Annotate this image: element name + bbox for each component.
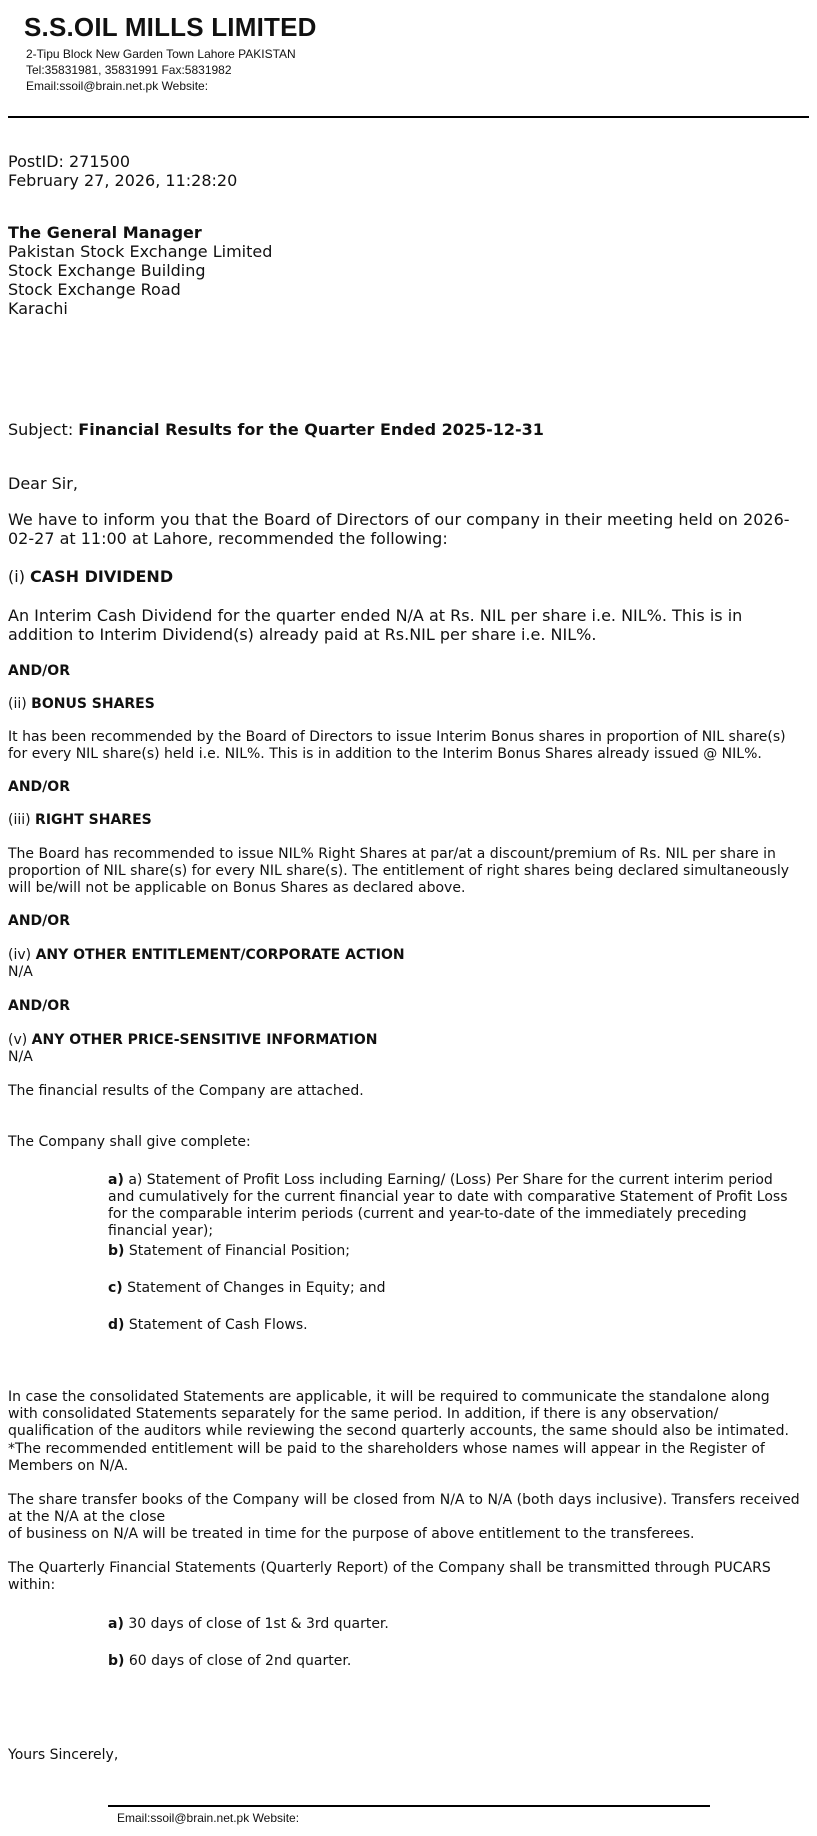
letterhead [8,0,809,118]
post-datetime: February 27, 2026, 11:28:20 [8,171,238,190]
transfer-books-line-1: The share transfer books of the Company will be closed from N/A to N/A (both days inclusive). Transfers received at the N/A at the close [8,1492,800,1525]
section-heading-cash-dividend: (i) CASH DIVIDEND [8,567,174,586]
recipient-title: The General Manager [8,223,202,242]
salutation: Dear Sir, [8,474,78,493]
give-complete-text: The Company shall give complete: [8,1134,251,1150]
price-sensitive-body: N/A [8,1049,33,1065]
transfer-books-line-2: of business on N/A will be treated in time for the purpose of above entitlement to the transferees. [8,1526,695,1542]
section-heading-other-entitlement: (iv) ANY OTHER ENTITLEMENT/CORPORATE ACTION [8,947,405,963]
post-id: PostID: 271500 [8,152,131,171]
company-email: Email:ssoil@brain.net.pk Website: [26,79,209,93]
right-shares-body: The Board has recommended to issue NIL% Right Shares at par/at a discount/premium of Rs. NIL per share in proportion of NIL share(s) for every NIL share(s). The entitlement of right shares being declared simultaneously will be/will not be applicable on Bonus Shares as declared above. [8,846,790,896]
footer-contact: Email:ssoil@brain.net.pk Website: [117,1811,300,1825]
company-address: 2-Tipu Block New Garden Town Lahore PAKISTAN [26,47,296,61]
other-entitlement-body: N/A [8,964,33,980]
statement-item-a: a) a) Statement of Profit Loss including Earning/ (Loss) Per Share for the current interim period and cumulatively for the current financial year to date with comparative Statement of Profit Loss for the comparable interim periods (current and year-to-date of the immediately preceding financial year); [108,1172,788,1239]
subject-line [8,420,544,439]
recipient-city: Karachi [8,299,68,318]
statement-item-d: d) Statement of Cash Flows. [108,1317,308,1333]
section-heading-price-sensitive: (v) ANY OTHER PRICE-SENSITIVE INFORMATION [8,1032,378,1048]
cash-dividend-body: An Interim Cash Dividend for the quarter ended N/A at Rs. NIL per share i.e. NIL%. This is in addition to Interim Dividend(s) already paid at Rs.NIL per share i.e. NIL%. [8,606,743,644]
footer-divider [108,1805,710,1807]
intro-paragraph: We have to inform you that the Board of Directors of our company in their meeting held on 2026-02-27 at 11:00 at Lahore, recommended the following: [8,510,790,548]
consolidated-statements-paragraph: In case the consolidated Statements are applicable, it will be required to communicate the standalone along with consolidated Statements separately for the same period. In addition, if there is any observation/ qualification of the auditors while reviewing the second quarterly accounts, the same should also be intimated. [8,1389,789,1439]
recipient-org: Pakistan Stock Exchange Limited [8,242,273,261]
and-or-separator: AND/OR [8,913,70,929]
company-phone: Tel:35831981, 35831991 Fax:5831982 [26,63,232,77]
and-or-separator: AND/OR [8,998,70,1014]
bonus-shares-body: It has been recommended by the Board of Directors to issue Interim Bonus shares in proportion of NIL share(s) for every NIL share(s) held i.e. NIL%. This is in addition to the Interim Bonus Shares already issued @ NIL%. [8,729,786,762]
subject-label: Subject: [8,420,74,439]
pucars-paragraph: The Quarterly Financial Statements (Quarterly Report) of the Company shall be transmitted through PUCARS within: [8,1560,771,1593]
deadline-item-b: b) 60 days of close of 2nd quarter. [108,1653,352,1669]
subject-text: Financial Results for the Quarter Ended 2025-12-31 [78,420,544,439]
and-or-separator: AND/OR [8,663,70,679]
entitlement-note: *The recommended entitlement will be paid to the shareholders whose names will appear in the Register of Members on N/A. [8,1441,765,1474]
and-or-separator: AND/OR [8,779,70,795]
company-name: S.S.OIL MILLS LIMITED [24,12,317,42]
closing-salutation: Yours Sincerely, [8,1747,119,1763]
deadline-item-a: a) 30 days of close of 1st & 3rd quarter. [108,1616,389,1632]
statement-item-c: c) Statement of Changes in Equity; and [108,1280,386,1296]
section-heading-bonus-shares: (ii) BONUS SHARES [8,696,155,712]
results-attached-text: The financial results of the Company are attached. [8,1083,364,1099]
section-heading-right-shares: (iii) RIGHT SHARES [8,812,152,828]
recipient-building: Stock Exchange Building [8,261,206,280]
statement-item-b: b) Statement of Financial Position; [108,1243,350,1259]
recipient-road: Stock Exchange Road [8,280,181,299]
